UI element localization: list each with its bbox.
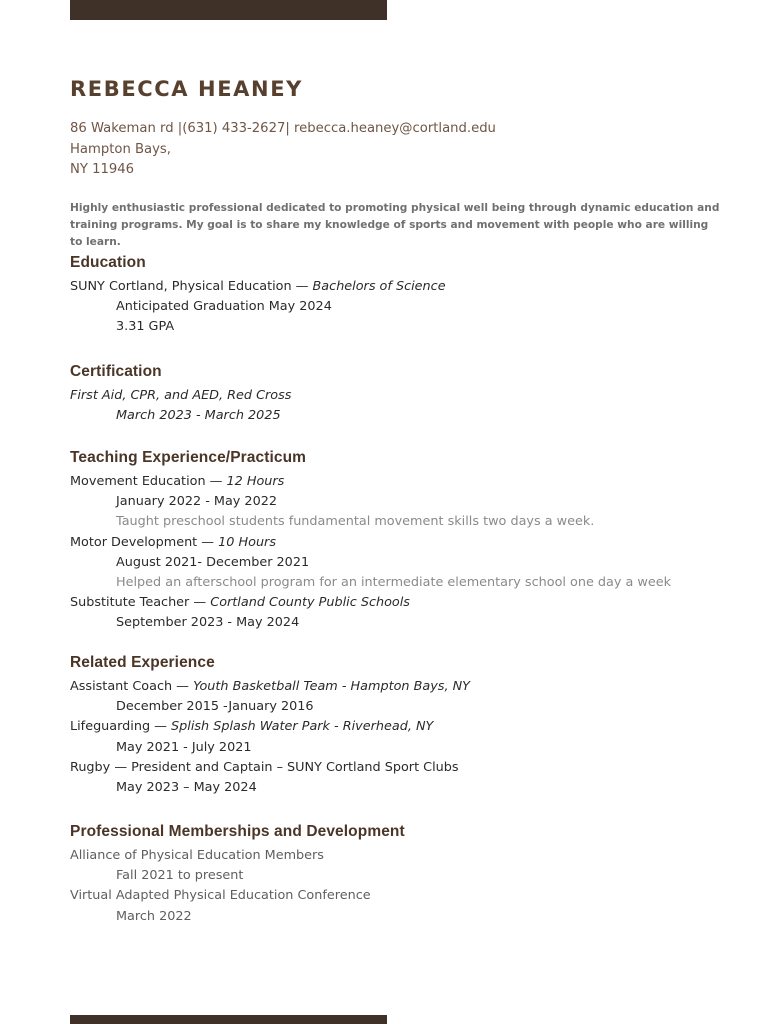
- top-decorative-bar: [70, 0, 387, 20]
- item-title: Movement Education —: [70, 474, 227, 489]
- contact-address-phone-email: 86 Wakeman rd |(631) 433-2627| rebecca.heaney@cortland.edu: [70, 121, 496, 136]
- related-item-dates: May 2023 – May 2024: [116, 780, 257, 796]
- membership-dates: March 2022: [116, 908, 192, 924]
- teaching-section: [70, 449, 750, 634]
- teaching-item-dates: September 2023 - May 2024: [116, 615, 300, 631]
- item-detail: 10 Hours: [218, 534, 276, 550]
- section-heading: Related Experience: [70, 654, 215, 671]
- item-title: Motor Development —: [70, 534, 219, 550]
- teaching-item-title: [70, 533, 750, 553]
- teaching-item-description: Helped an afterschool program for an intermediate elementary school one day a week: [116, 575, 672, 591]
- section-heading: Professional Memberships and Development: [70, 823, 405, 840]
- contact-city: Hampton Bays,: [70, 141, 171, 157]
- related-item-title: [70, 677, 750, 697]
- resume-name: REBECCA HEANEY: [70, 77, 303, 101]
- related-item-dates: December 2015 -January 2016: [116, 699, 314, 715]
- related-item-title: Rugby — President and Captain – SUNY Cortland Sport Clubs: [70, 759, 459, 775]
- certification-section: [70, 363, 750, 426]
- membership-title: Alliance of Physical Education Members: [70, 848, 324, 863]
- item-title: Substitute Teacher —: [70, 595, 211, 611]
- teaching-item-dates: January 2022 - May 2022: [116, 494, 277, 510]
- section-heading: Education: [70, 254, 146, 271]
- item-detail: Splish Splash Water Park - Riverhead, NY: [171, 719, 434, 735]
- item-detail: Youth Basketball Team - Hampton Bays, NY: [193, 679, 470, 694]
- membership-dates: Fall 2021 to present: [116, 868, 244, 884]
- education-section: [70, 254, 750, 338]
- teaching-item-description: Taught preschool students fundamental movement skills two days a week.: [116, 514, 595, 530]
- contact-state-zip: NY 11946: [70, 162, 135, 177]
- related-item-dates: May 2021 - July 2021: [116, 739, 252, 755]
- school-name: SUNY Cortland, Physical Education —: [70, 279, 313, 294]
- section-heading: Certification: [70, 363, 162, 380]
- memberships-section: [70, 823, 750, 927]
- membership-title: Virtual Adapted Physical Education Conference: [70, 888, 371, 904]
- bottom-decorative-bar: [70, 1015, 387, 1024]
- contact-block: [70, 119, 496, 181]
- certification-name: First Aid, CPR, and AED, Red Cross: [70, 388, 292, 403]
- teaching-item-dates: August 2021- December 2021: [116, 554, 310, 570]
- item-title: Assistant Coach —: [70, 679, 194, 694]
- item-detail: 12 Hours: [226, 474, 285, 489]
- related-item-title: [70, 717, 750, 737]
- teaching-item-title: [70, 593, 750, 613]
- summary-paragraph: Highly enthusiastic professional dedicated to promoting physical well being through dynamic education and training programs. My goal is to share my knowledge of sports and movement with people who are willing to learn.: [70, 202, 720, 248]
- education-school: [70, 277, 750, 297]
- teaching-item-title: [70, 472, 750, 492]
- degree: Bachelors of Science: [312, 279, 446, 294]
- related-experience-section: [70, 654, 750, 798]
- graduation-date: Anticipated Graduation May 2024: [116, 299, 332, 315]
- gpa: 3.31 GPA: [116, 319, 175, 335]
- certification-dates: March 2023 - March 2025: [116, 408, 281, 424]
- item-title: Lifeguarding —: [70, 719, 172, 735]
- section-heading: Teaching Experience/Practicum: [70, 449, 307, 466]
- item-detail: Cortland County Public Schools: [210, 595, 410, 611]
